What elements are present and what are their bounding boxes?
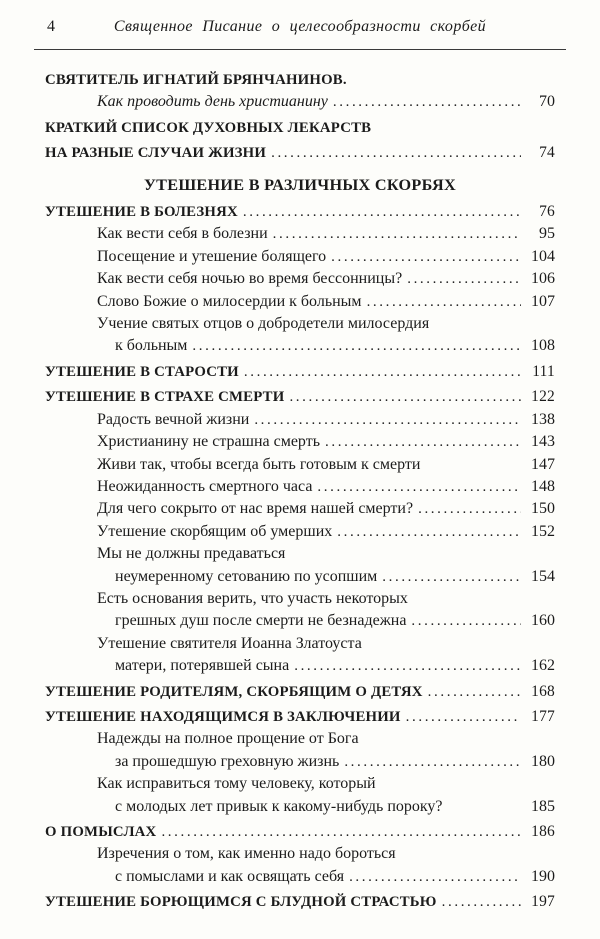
toc-entry-text: Мы не должны предаваться (97, 545, 286, 563)
dot-leader (161, 821, 521, 843)
dot-leader (428, 681, 521, 703)
toc-entry-text: с молодых лет привык к какому-нибудь пороку? (115, 797, 443, 815)
toc-page-number: 74 (539, 144, 555, 162)
toc-page-number: 168 (531, 682, 555, 700)
toc-page-number: 185 (531, 797, 555, 815)
toc-list (45, 50, 555, 914)
toc-entry-text: СВЯТИТЕЛЬ ИГНАТИЙ БРЯНЧАНИНОВ. (45, 72, 347, 88)
toc-page-number: 154 (531, 567, 555, 585)
toc-entry (45, 633, 555, 655)
dot-leader (331, 246, 521, 268)
toc-entry-text: Как исправиться тому человеку, который (97, 775, 376, 793)
toc-page-number: 76 (539, 203, 555, 221)
toc-entry (45, 117, 555, 139)
toc-entry (45, 335, 555, 357)
toc-entry-text: Утешение святителя Иоанна Златоуста (97, 634, 362, 652)
dot-leader (325, 431, 521, 453)
toc-entry (45, 386, 555, 408)
toc-entry-text: НА РАЗНЫЕ СЛУЧАИ ЖИЗНИ (45, 145, 267, 162)
toc-entry-text: Радость вечной жизни (97, 410, 250, 428)
toc-entry (45, 543, 555, 565)
toc-entry (45, 142, 555, 164)
toc-entry-text: КРАТКИЙ СПИСОК ДУХОВНЫХ ЛЕКАРСТВ (45, 119, 372, 136)
toc-entry (45, 498, 555, 520)
dot-leader (407, 268, 521, 290)
toc-page-number: 186 (531, 823, 555, 840)
toc-entry (45, 201, 555, 223)
toc-page-number: 111 (532, 362, 555, 380)
folio-page-number: 4 (47, 18, 55, 35)
toc-entry-text: матери, потерявшей сына (115, 657, 290, 675)
toc-page-number: 147 (531, 455, 555, 473)
toc-page-number: 106 (531, 270, 555, 288)
toc-page-number: 190 (531, 867, 555, 885)
toc-entry-text: Надежды на полное прощение от Бога (97, 730, 359, 748)
toc-page-number: 95 (539, 225, 555, 243)
toc-entry (45, 223, 555, 245)
toc-entry-text: неумеренному сетованию по усопшим (115, 567, 378, 585)
toc-entry (45, 610, 555, 632)
dot-leader (317, 476, 521, 498)
toc-entry (45, 69, 555, 91)
toc-entry-text: Как проводить день христианину (97, 93, 328, 111)
dot-leader (418, 498, 521, 520)
toc-entry (45, 821, 555, 843)
toc-entry-text: к больным (115, 337, 188, 355)
toc-page-number: 197 (531, 893, 555, 911)
toc-entry (45, 291, 555, 313)
toc-entry-text: УТЕШЕНИЕ В СТРАХЕ СМЕРТИ (45, 389, 285, 406)
toc-entry-text: Слово Божие о милосердии к больным (97, 292, 362, 310)
dot-leader (367, 291, 521, 313)
toc-entry (45, 313, 555, 335)
toc-entry-text: с помыслами и как освящать себя (115, 867, 345, 885)
toc-page-number: 160 (531, 612, 555, 630)
toc-page-number: 152 (531, 522, 555, 540)
dot-leader (273, 223, 521, 245)
dot-leader (382, 566, 521, 588)
toc-entry (45, 655, 555, 677)
dot-leader (294, 655, 521, 677)
toc-entry-text: УТЕШЕНИЕ НАХОДЯЩИМСЯ В ЗАКЛЮЧЕНИИ (45, 708, 401, 725)
toc-entry-text: Для чего сокрыто от нас время нашей смерти? (97, 500, 414, 518)
dot-leader (243, 201, 521, 223)
toc-entry-text: УТЕШЕНИЕ В РАЗЛИЧНЫХ СКОРБЯХ (143, 175, 457, 194)
dot-leader (337, 521, 521, 543)
toc-entry-text: УТЕШЕНИЕ В СТАРОСТИ (45, 363, 239, 380)
dot-leader (254, 409, 521, 431)
toc-entry (45, 681, 555, 703)
dot-leader (411, 610, 521, 632)
toc-entry (45, 706, 555, 728)
toc-page-number: 177 (531, 707, 555, 725)
toc-page-number: 162 (531, 657, 555, 675)
page-header (45, 16, 555, 42)
toc-entry-text: УТЕШЕНИЕ БОРЮЩИМСЯ С БЛУДНОЙ СТРАСТЬЮ (45, 894, 437, 911)
toc-entry (45, 751, 555, 773)
toc-page-number: 107 (531, 292, 555, 310)
toc-entry (45, 268, 555, 290)
toc-entry-text: за прошедшую греховную жизнь (115, 752, 340, 770)
toc-entry (45, 454, 555, 476)
toc-entry-text: О ПОМЫСЛАХ (45, 824, 157, 840)
toc-page-number: 70 (539, 93, 555, 111)
toc-page-number: 104 (531, 247, 555, 265)
dot-leader (349, 866, 521, 888)
toc-entry-text: Изречения о том, как именно надо бороться (97, 845, 396, 863)
toc-entry (45, 409, 555, 431)
toc-entry-text: Неожиданность смертного часа (97, 477, 313, 495)
toc-entry (45, 246, 555, 268)
toc-entry-text: Как вести себя ночью во время бессонницы? (97, 270, 403, 288)
running-title: Священное Писание о целесообразности скорбей (113, 18, 487, 35)
toc-entry-text: Христианину не страшна смерть (97, 433, 321, 451)
toc-entry (45, 891, 555, 913)
toc-entry (45, 476, 555, 498)
toc-entry (45, 843, 555, 865)
dot-leader (333, 91, 521, 113)
toc-page-number: 180 (531, 752, 555, 770)
toc-entry-text: Посещение и утешение болящего (97, 247, 327, 265)
toc-entry (45, 431, 555, 453)
toc-entry (45, 728, 555, 750)
toc-entry-text: УТЕШЕНИЕ РОДИТЕЛЯМ, СКОРБЯЩИМ О ДЕТЯХ (45, 683, 423, 700)
toc-entry-text: Утешение скорбящим об умерших (97, 522, 333, 540)
toc-entry (45, 521, 555, 543)
toc-entry (45, 588, 555, 610)
toc-entry-text: Как вести себя в болезни (97, 225, 268, 243)
toc-entry-text: УТЕШЕНИЕ В БОЛЕЗНЯХ (45, 204, 238, 221)
dot-leader (442, 891, 521, 913)
toc-entry (45, 566, 555, 588)
toc-page-number: 122 (531, 388, 555, 406)
toc-entry (45, 91, 555, 113)
dot-leader (289, 386, 521, 408)
dot-leader (192, 335, 521, 357)
toc-page-number: 143 (531, 433, 555, 451)
toc-entry (45, 773, 555, 795)
toc-page-number: 108 (531, 337, 555, 355)
toc-page-number: 138 (531, 410, 555, 428)
dot-leader (344, 751, 521, 773)
toc-entry (45, 796, 555, 818)
toc-entry-text: Есть основания верить, что участь некоторых (97, 589, 408, 607)
dot-leader (406, 706, 521, 728)
toc-entry-text: грешных душ после смерти не безнадежна (115, 612, 407, 630)
toc-page-number: 150 (531, 500, 555, 518)
toc-entry (45, 361, 555, 383)
toc-entry-text: Учение святых отцов о добродетели милосердия (97, 315, 430, 333)
toc-entry (45, 866, 555, 888)
dot-leader (271, 142, 521, 164)
toc-section-heading (45, 174, 555, 196)
toc-page-number: 148 (531, 477, 555, 495)
dot-leader (244, 361, 521, 383)
toc-entry-text: Живи так, чтобы всегда быть готовым к смерти (97, 455, 421, 473)
